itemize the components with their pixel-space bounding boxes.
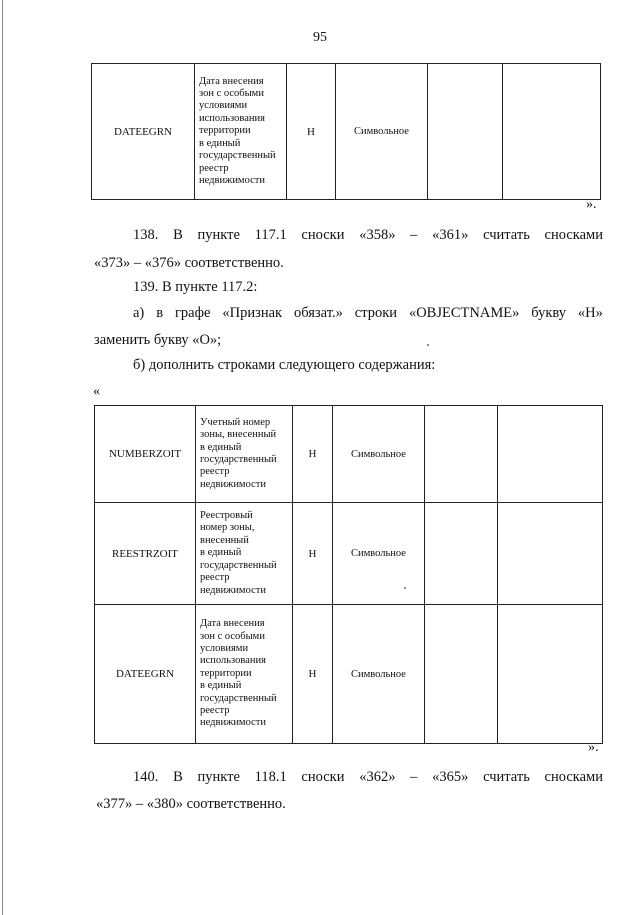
word: считать xyxy=(483,227,530,243)
description-line: недвижимости xyxy=(200,478,266,490)
empty-cell xyxy=(498,503,603,605)
description-line: в единый xyxy=(200,547,242,559)
word: «362» xyxy=(359,769,396,785)
word: сносками xyxy=(544,227,603,243)
table-row xyxy=(95,406,603,503)
field-description xyxy=(195,64,287,200)
description-line: Учетный номер xyxy=(200,416,271,428)
description-line: государственный xyxy=(200,692,277,704)
word: «365» xyxy=(432,769,469,785)
field-table-1 xyxy=(91,63,601,200)
paragraph-140-line2: «377» – «380» соответственно. xyxy=(96,796,286,812)
description-line: государственный xyxy=(200,559,277,571)
description-line: реестр xyxy=(199,162,229,174)
empty-cell xyxy=(498,406,603,503)
scan-edge xyxy=(2,0,3,915)
empty-cell xyxy=(498,605,603,744)
field-name: DATEEGRN xyxy=(92,64,195,200)
field-required-flag: Н xyxy=(293,406,333,503)
paragraph-140 xyxy=(133,768,603,786)
description-line: государственный xyxy=(199,150,276,162)
description-line: использования xyxy=(199,112,265,124)
scan-speck xyxy=(427,344,429,346)
field-type: Символьное xyxy=(333,605,425,744)
table-row xyxy=(95,605,603,744)
word: 140. xyxy=(133,769,159,785)
empty-cell xyxy=(503,64,601,200)
description-line: реестр xyxy=(200,572,230,584)
description-line: в единый xyxy=(199,137,241,149)
field-name: DATEEGRN xyxy=(95,605,196,744)
word: строки xyxy=(354,305,398,321)
empty-cell xyxy=(428,64,503,200)
description-line: использования xyxy=(200,655,266,667)
description-line: территории xyxy=(199,125,251,137)
description-line: условиями xyxy=(199,100,248,112)
paragraph-b: б) дополнить строками следующего содержания: xyxy=(133,357,436,373)
word: букву xyxy=(531,305,566,321)
closing-quote: ». xyxy=(586,197,597,212)
word: считать xyxy=(483,769,530,785)
field-description xyxy=(196,503,293,605)
word: сносками xyxy=(544,769,603,785)
field-name: NUMBERZOIT xyxy=(95,406,196,503)
field-required-flag: Н xyxy=(293,605,333,744)
word: «361» xyxy=(432,227,469,243)
description-line: недвижимости xyxy=(200,584,266,596)
word: «Н» xyxy=(577,305,603,321)
description-line: Дата внесения xyxy=(200,618,265,630)
description-line: зоны, внесенный xyxy=(200,429,277,441)
empty-cell xyxy=(425,605,498,744)
word: 117.1 xyxy=(254,227,287,243)
field-required-flag: Н xyxy=(293,503,333,605)
page-number: 95 xyxy=(313,30,327,45)
description-line: в единый xyxy=(200,441,242,453)
field-type: Символьное xyxy=(333,406,425,503)
word: «OBJECTNAME» xyxy=(408,305,520,321)
field-description xyxy=(196,605,293,744)
word: сноски xyxy=(301,769,345,785)
table-row xyxy=(95,503,603,605)
word: «358» xyxy=(359,227,396,243)
description-line: реестр xyxy=(200,466,230,478)
field-name: REESTRZOIT xyxy=(95,503,196,605)
word: – xyxy=(410,769,418,785)
scan-speck xyxy=(404,587,406,589)
description-line: недвижимости xyxy=(199,174,265,186)
description-line: государственный xyxy=(200,454,277,465)
description-line: в единый xyxy=(200,680,242,692)
paragraph-138-line2: «373» – «376» соответственно. xyxy=(94,255,284,271)
field-table-2 xyxy=(94,405,603,744)
paragraph-138 xyxy=(133,226,603,244)
word: обязат.» xyxy=(293,305,343,321)
description-line: зон с особыми xyxy=(199,88,264,100)
word: пункте xyxy=(197,769,240,785)
word: – xyxy=(410,227,418,243)
description-line: зон с особыми xyxy=(200,630,265,642)
word: 118.1 xyxy=(254,769,287,785)
paragraph-139: 139. В пункте 117.2: xyxy=(133,279,258,295)
word: а) xyxy=(133,305,145,321)
description-line: условиями xyxy=(200,642,249,654)
empty-cell xyxy=(425,503,498,605)
paragraph-a xyxy=(133,304,603,322)
description-line: номер зоны, xyxy=(200,522,255,534)
word: графе xyxy=(174,305,211,321)
table-row xyxy=(92,64,601,200)
word: пункте xyxy=(197,227,240,243)
closing-quote-2: ». xyxy=(588,740,599,755)
field-type: Символьное xyxy=(336,64,428,200)
paragraph-a-line2: заменить букву «О»; xyxy=(94,332,222,348)
description-line: реестр xyxy=(200,705,230,717)
word: сноски xyxy=(301,227,345,243)
description-line: Реестровый xyxy=(200,510,253,522)
empty-cell xyxy=(425,406,498,503)
word: В xyxy=(173,769,183,785)
description-line: внесенный xyxy=(200,534,249,546)
field-description xyxy=(196,406,293,503)
description-line: недвижимости xyxy=(200,717,266,729)
field-type: Символьное xyxy=(333,503,425,605)
description-line: территории xyxy=(200,667,252,679)
field-required-flag: Н xyxy=(287,64,336,200)
opening-quote: « xyxy=(93,384,100,399)
word: 138. xyxy=(133,227,159,243)
description-line: Дата внесения xyxy=(199,75,264,87)
word: «Признак xyxy=(222,305,283,321)
word: В xyxy=(173,227,183,243)
word: в xyxy=(156,305,164,321)
